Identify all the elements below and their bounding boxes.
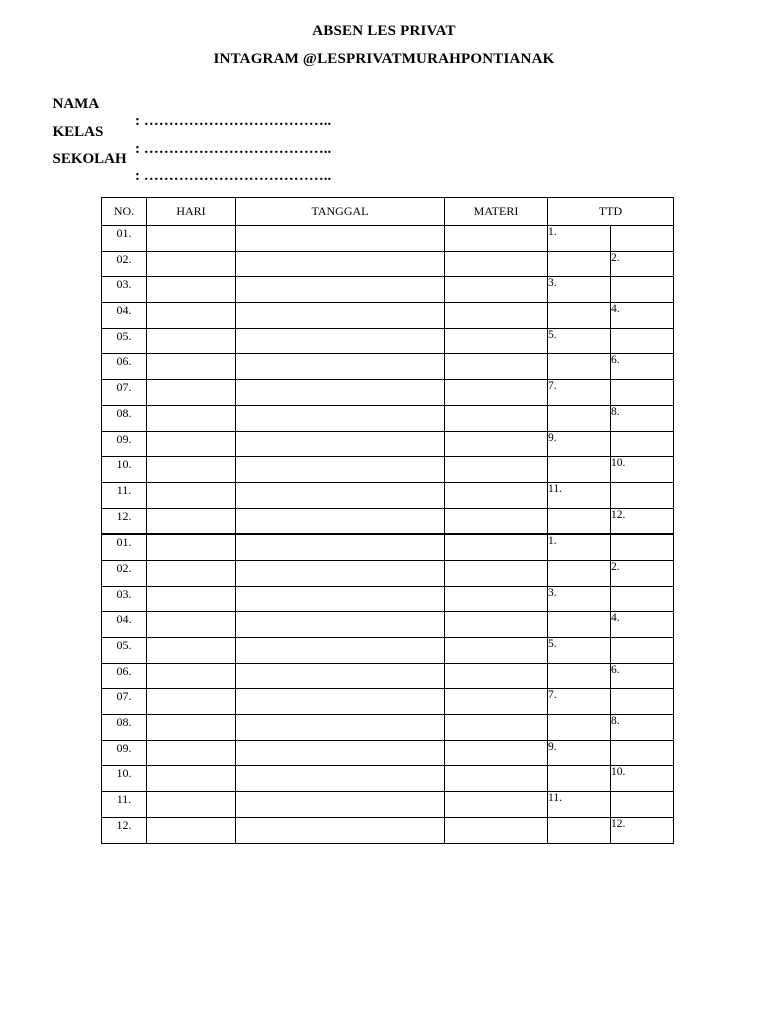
cell-hari[interactable] xyxy=(147,380,236,406)
cell-no: 07. xyxy=(102,689,147,715)
field-sekolah-label: SEKOLAH xyxy=(52,151,127,167)
cell-hari[interactable] xyxy=(147,740,236,766)
cell-ttd-left[interactable]: 5. xyxy=(548,328,611,354)
cell-ttd-right[interactable] xyxy=(611,534,674,560)
cell-materi[interactable] xyxy=(445,482,548,508)
cell-ttd-left[interactable] xyxy=(548,766,611,792)
cell-ttd-right[interactable] xyxy=(611,792,674,818)
cell-materi[interactable] xyxy=(445,817,548,843)
cell-ttd-right[interactable]: 2. xyxy=(611,560,674,586)
table-row xyxy=(102,560,674,586)
cell-materi[interactable] xyxy=(445,560,548,586)
cell-ttd-left[interactable] xyxy=(548,457,611,483)
column-header-no: NO. xyxy=(102,198,147,226)
field-sekolah-value[interactable]: : ……………………………….. xyxy=(135,168,332,184)
cell-no: 02. xyxy=(102,251,147,277)
cell-hari[interactable] xyxy=(147,482,236,508)
cell-ttd-left[interactable] xyxy=(548,251,611,277)
cell-no: 03. xyxy=(102,277,147,303)
cell-no: 10. xyxy=(102,457,147,483)
table-row xyxy=(102,638,674,664)
table-row xyxy=(102,689,674,715)
cell-tanggal[interactable] xyxy=(236,380,445,406)
cell-hari[interactable] xyxy=(147,534,236,560)
field-kelas-label: KELAS xyxy=(52,124,104,140)
column-header-ttd: TTD xyxy=(548,198,674,226)
field-kelas-value[interactable]: : ……………………………….. xyxy=(135,141,332,157)
cell-tanggal[interactable] xyxy=(236,251,445,277)
table-row xyxy=(102,251,674,277)
cell-materi[interactable] xyxy=(445,431,548,457)
cell-no: 06. xyxy=(102,663,147,689)
cell-hari[interactable] xyxy=(147,689,236,715)
cell-hari[interactable] xyxy=(147,663,236,689)
column-header-tanggal: TANGGAL xyxy=(236,198,445,226)
form-subtitle: INTAGRAM @LESPRIVATMURAHPONTIANAK xyxy=(213,51,555,67)
cell-ttd-left[interactable] xyxy=(548,612,611,638)
cell-tanggal[interactable] xyxy=(236,508,445,534)
cell-ttd-right[interactable] xyxy=(611,431,674,457)
cell-ttd-right[interactable] xyxy=(611,226,674,252)
table-row xyxy=(102,226,674,252)
cell-tanggal[interactable] xyxy=(236,560,445,586)
cell-hari[interactable] xyxy=(147,508,236,534)
cell-tanggal[interactable] xyxy=(236,715,445,741)
cell-tanggal[interactable] xyxy=(236,354,445,380)
cell-no: 09. xyxy=(102,740,147,766)
cell-no: 03. xyxy=(102,586,147,612)
cell-no: 01. xyxy=(102,226,147,252)
cell-materi[interactable] xyxy=(445,715,548,741)
column-header-materi: MATERI xyxy=(445,198,548,226)
cell-ttd-right[interactable]: 12. xyxy=(611,817,674,843)
cell-ttd-left[interactable]: 5. xyxy=(548,638,611,664)
cell-ttd-left[interactable]: 9. xyxy=(548,740,611,766)
cell-materi[interactable] xyxy=(445,740,548,766)
cell-no: 09. xyxy=(102,431,147,457)
cell-tanggal[interactable] xyxy=(236,431,445,457)
cell-hari[interactable] xyxy=(147,431,236,457)
cell-hari[interactable] xyxy=(147,251,236,277)
cell-materi[interactable] xyxy=(445,612,548,638)
cell-ttd-left[interactable] xyxy=(548,303,611,329)
cell-no: 01. xyxy=(102,534,147,560)
table-body xyxy=(102,226,674,844)
cell-tanggal[interactable] xyxy=(236,766,445,792)
cell-ttd-right[interactable] xyxy=(611,586,674,612)
table-row xyxy=(102,663,674,689)
table-row xyxy=(102,431,674,457)
table-row xyxy=(102,354,674,380)
table-row xyxy=(102,792,674,818)
cell-materi[interactable] xyxy=(445,405,548,431)
cell-hari[interactable] xyxy=(147,226,236,252)
cell-tanggal[interactable] xyxy=(236,303,445,329)
cell-no: 02. xyxy=(102,560,147,586)
table-row xyxy=(102,303,674,329)
cell-no: 06. xyxy=(102,354,147,380)
cell-no: 12. xyxy=(102,508,147,534)
cell-ttd-right[interactable] xyxy=(611,277,674,303)
column-header-hari: HARI xyxy=(147,198,236,226)
cell-tanggal[interactable] xyxy=(236,226,445,252)
cell-hari[interactable] xyxy=(147,715,236,741)
cell-materi[interactable] xyxy=(445,226,548,252)
cell-materi[interactable] xyxy=(445,457,548,483)
cell-materi[interactable] xyxy=(445,277,548,303)
cell-hari[interactable] xyxy=(147,817,236,843)
cell-ttd-left[interactable]: 11. xyxy=(548,792,611,818)
cell-no: 05. xyxy=(102,328,147,354)
cell-hari[interactable] xyxy=(147,638,236,664)
cell-hari[interactable] xyxy=(147,457,236,483)
cell-ttd-left[interactable] xyxy=(548,663,611,689)
table-row xyxy=(102,405,674,431)
cell-ttd-right[interactable] xyxy=(611,482,674,508)
cell-no: 07. xyxy=(102,380,147,406)
cell-materi[interactable] xyxy=(445,534,548,560)
table-row xyxy=(102,817,674,843)
table-row xyxy=(102,277,674,303)
cell-tanggal[interactable] xyxy=(236,586,445,612)
cell-ttd-left[interactable]: 3. xyxy=(548,277,611,303)
cell-ttd-left[interactable] xyxy=(548,405,611,431)
table-row xyxy=(102,380,674,406)
cell-ttd-right[interactable]: 10. xyxy=(611,457,674,483)
cell-materi[interactable] xyxy=(445,508,548,534)
table-row xyxy=(102,612,674,638)
table-row xyxy=(102,766,674,792)
cell-no: 11. xyxy=(102,482,147,508)
cell-hari[interactable] xyxy=(147,560,236,586)
table-row xyxy=(102,534,674,560)
cell-hari[interactable] xyxy=(147,612,236,638)
cell-ttd-left[interactable]: 11. xyxy=(548,482,611,508)
cell-no: 08. xyxy=(102,405,147,431)
cell-hari[interactable] xyxy=(147,354,236,380)
cell-ttd-right[interactable]: 4. xyxy=(611,303,674,329)
cell-no: 04. xyxy=(102,612,147,638)
cell-materi[interactable] xyxy=(445,328,548,354)
cell-materi[interactable] xyxy=(445,638,548,664)
cell-ttd-right[interactable] xyxy=(611,740,674,766)
attendance-table xyxy=(101,197,674,844)
cell-tanggal[interactable] xyxy=(236,663,445,689)
cell-ttd-left[interactable] xyxy=(548,715,611,741)
table-header-row xyxy=(102,198,674,226)
cell-ttd-right[interactable]: 2. xyxy=(611,251,674,277)
cell-ttd-left[interactable]: 9. xyxy=(548,431,611,457)
cell-tanggal[interactable] xyxy=(236,534,445,560)
cell-ttd-right[interactable]: 8. xyxy=(611,405,674,431)
cell-hari[interactable] xyxy=(147,303,236,329)
cell-ttd-right[interactable] xyxy=(611,638,674,664)
cell-ttd-right[interactable] xyxy=(611,689,674,715)
cell-ttd-right[interactable]: 12. xyxy=(611,508,674,534)
cell-hari[interactable] xyxy=(147,766,236,792)
cell-tanggal[interactable] xyxy=(236,817,445,843)
cell-hari[interactable] xyxy=(147,586,236,612)
cell-tanggal[interactable] xyxy=(236,612,445,638)
cell-hari[interactable] xyxy=(147,328,236,354)
cell-ttd-right[interactable]: 6. xyxy=(611,663,674,689)
cell-no: 11. xyxy=(102,792,147,818)
cell-ttd-right[interactable]: 4. xyxy=(611,612,674,638)
cell-tanggal[interactable] xyxy=(236,457,445,483)
cell-ttd-right[interactable]: 10. xyxy=(611,766,674,792)
cell-tanggal[interactable] xyxy=(236,689,445,715)
table-row xyxy=(102,586,674,612)
cell-tanggal[interactable] xyxy=(236,792,445,818)
cell-materi[interactable] xyxy=(445,792,548,818)
field-sekolah xyxy=(45,134,332,185)
cell-no: 04. xyxy=(102,303,147,329)
cell-no: 10. xyxy=(102,766,147,792)
cell-ttd-left[interactable]: 7. xyxy=(548,380,611,406)
cell-ttd-left[interactable]: 1. xyxy=(548,534,611,560)
cell-ttd-right[interactable] xyxy=(611,328,674,354)
cell-ttd-left[interactable] xyxy=(548,560,611,586)
cell-materi[interactable] xyxy=(445,663,548,689)
field-nama-label: NAMA xyxy=(52,96,100,112)
cell-tanggal[interactable] xyxy=(236,740,445,766)
cell-materi[interactable] xyxy=(445,689,548,715)
cell-tanggal[interactable] xyxy=(236,405,445,431)
cell-ttd-left[interactable] xyxy=(548,508,611,534)
cell-tanggal[interactable] xyxy=(236,277,445,303)
cell-tanggal[interactable] xyxy=(236,638,445,664)
cell-ttd-left[interactable]: 7. xyxy=(548,689,611,715)
cell-ttd-left[interactable] xyxy=(548,817,611,843)
cell-tanggal[interactable] xyxy=(236,482,445,508)
cell-no: 05. xyxy=(102,638,147,664)
cell-ttd-left[interactable] xyxy=(548,354,611,380)
table-row xyxy=(102,482,674,508)
cell-ttd-right[interactable] xyxy=(611,380,674,406)
cell-materi[interactable] xyxy=(445,766,548,792)
cell-hari[interactable] xyxy=(147,792,236,818)
table-row xyxy=(102,328,674,354)
cell-materi[interactable] xyxy=(445,354,548,380)
table-row xyxy=(102,715,674,741)
cell-ttd-left[interactable]: 1. xyxy=(548,226,611,252)
table-row xyxy=(102,740,674,766)
table-row xyxy=(102,457,674,483)
cell-no: 08. xyxy=(102,715,147,741)
cell-no: 12. xyxy=(102,817,147,843)
form-title: ABSEN LES PRIVAT xyxy=(312,23,456,39)
cell-materi[interactable] xyxy=(445,380,548,406)
cell-hari[interactable] xyxy=(147,277,236,303)
table-row xyxy=(102,508,674,534)
cell-materi[interactable] xyxy=(445,303,548,329)
field-nama-value[interactable]: : ……………………………….. xyxy=(135,113,332,129)
cell-materi[interactable] xyxy=(445,586,548,612)
cell-materi[interactable] xyxy=(445,251,548,277)
cell-ttd-right[interactable]: 6. xyxy=(611,354,674,380)
cell-hari[interactable] xyxy=(147,405,236,431)
cell-ttd-right[interactable]: 8. xyxy=(611,715,674,741)
cell-ttd-left[interactable]: 3. xyxy=(548,586,611,612)
cell-tanggal[interactable] xyxy=(236,328,445,354)
